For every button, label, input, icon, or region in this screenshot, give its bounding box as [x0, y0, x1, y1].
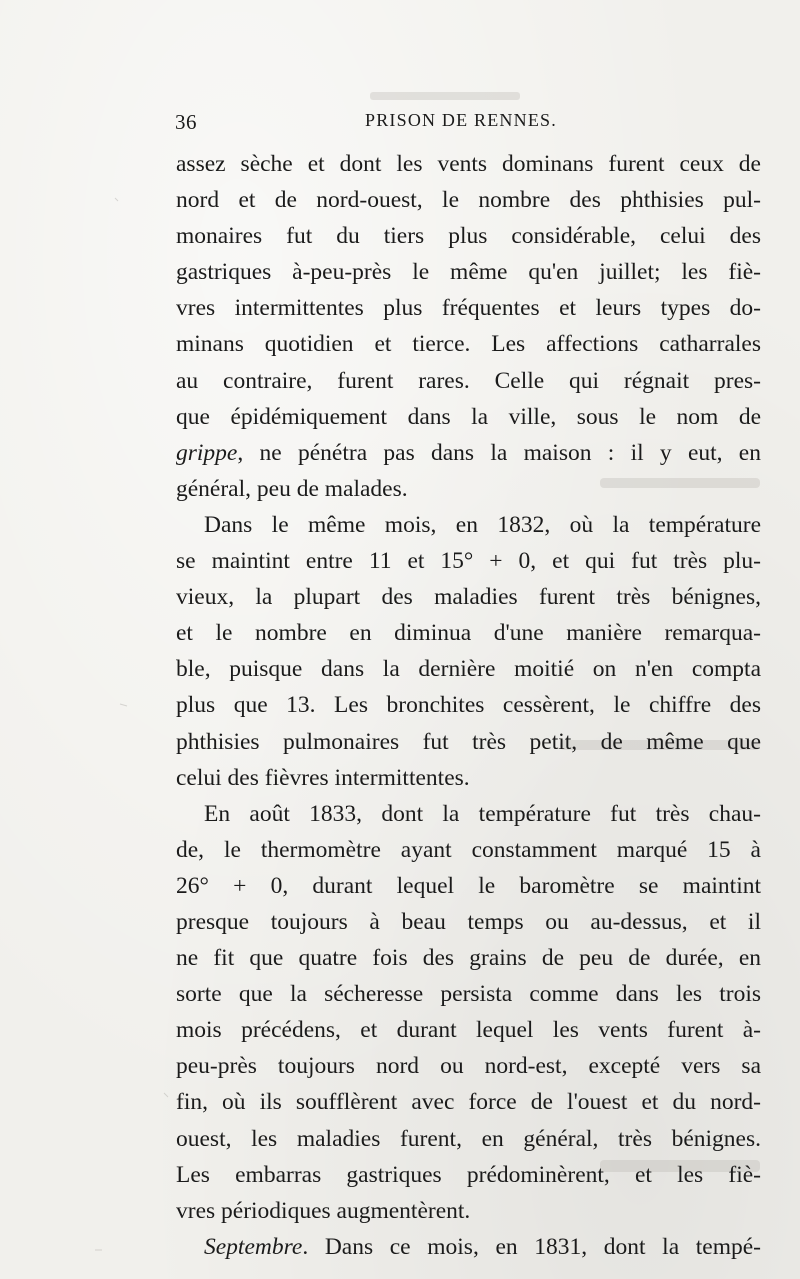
- body-text: [176, 146, 761, 1265]
- text-line: gastriques à-peu-près le même qu'en juillet; les fiè-: [176, 259, 761, 286]
- text-line: minans quotidien et tierce. Les affections catharrales: [176, 331, 761, 358]
- text-line: général, peu de malades.: [176, 475, 408, 502]
- italic-term: grippe: [176, 439, 238, 466]
- text-line: nord et de nord-ouest, le nombre des phthisies pul-: [176, 187, 761, 214]
- text-line: sorte que la sécheresse persista comme dans les trois: [176, 981, 761, 1008]
- running-title: PRISON DE RENNES.: [365, 110, 557, 130]
- paragraph-start-line: En août 1833, dont la température fut très chau-: [204, 800, 761, 827]
- italic-month: Septembre: [204, 1233, 303, 1260]
- paragraph-start-line: Dans le même mois, en 1832, où la température: [204, 511, 761, 538]
- text-line: vres périodiques augmentèrent.: [176, 1197, 471, 1224]
- text-line: se maintint entre 11 et 15° + 0, et qui fut très plu-: [176, 548, 761, 575]
- text-line: [176, 435, 761, 471]
- text-line: 26° + 0, durant lequel le baromètre se maintint: [176, 872, 761, 899]
- page-number: 36: [175, 110, 197, 134]
- text-line: peu-près toujours nord ou nord-est, excepté vers sa: [176, 1053, 761, 1080]
- text-line: vieux, la plupart des maladies furent très bénignes,: [176, 584, 761, 611]
- text-line: et le nombre en diminua d'une manière remarqua-: [176, 620, 761, 647]
- text-line: ouest, les maladies furent, en général, très bénignes.: [176, 1125, 761, 1152]
- text-line-rest: , ne pénétra pas dans la maison : il y eut, en: [237, 439, 761, 466]
- text-line: mois précédens, et durant lequel les vents furent à-: [176, 1017, 761, 1044]
- text-line: que épidémiquement dans la ville, sous le nom de: [176, 403, 761, 430]
- paragraph-start-line: [176, 1229, 761, 1265]
- text-line-rest: . Dans ce mois, en 1831, dont la tempé-: [302, 1233, 761, 1260]
- page-header: [175, 110, 755, 140]
- text-line: de, le thermomètre ayant constamment marqué 15 à: [176, 836, 761, 863]
- text-line: fin, où ils soufflèrent avec force de l'ouest et du nord-: [176, 1089, 761, 1116]
- text-line: vres intermittentes plus fréquentes et leurs types do-: [176, 295, 761, 322]
- text-line: assez sèche et dont les vents dominans furent ceux de: [176, 151, 761, 177]
- text-line: monaires fut du tiers plus considérable, celui des: [176, 223, 761, 250]
- text-line: ne fit que quatre fois des grains de peu de durée, en: [176, 945, 761, 972]
- text-line: presque toujours à beau temps ou au-dessus, et il: [176, 908, 761, 935]
- text-line: ble, puisque dans la dernière moitié on n'en compta: [176, 656, 761, 683]
- text-line: phthisies pulmonaires fut très petit, de même que: [176, 728, 761, 755]
- text-line: celui des fièvres intermittentes.: [176, 764, 470, 791]
- text-line: Les embarras gastriques prédominèrent, et les fiè-: [176, 1161, 761, 1188]
- text-line: au contraire, furent rares. Celle qui régnait pres-: [176, 367, 761, 394]
- text-line: plus que 13. Les bronchites cessèrent, le chiffre des: [176, 692, 761, 719]
